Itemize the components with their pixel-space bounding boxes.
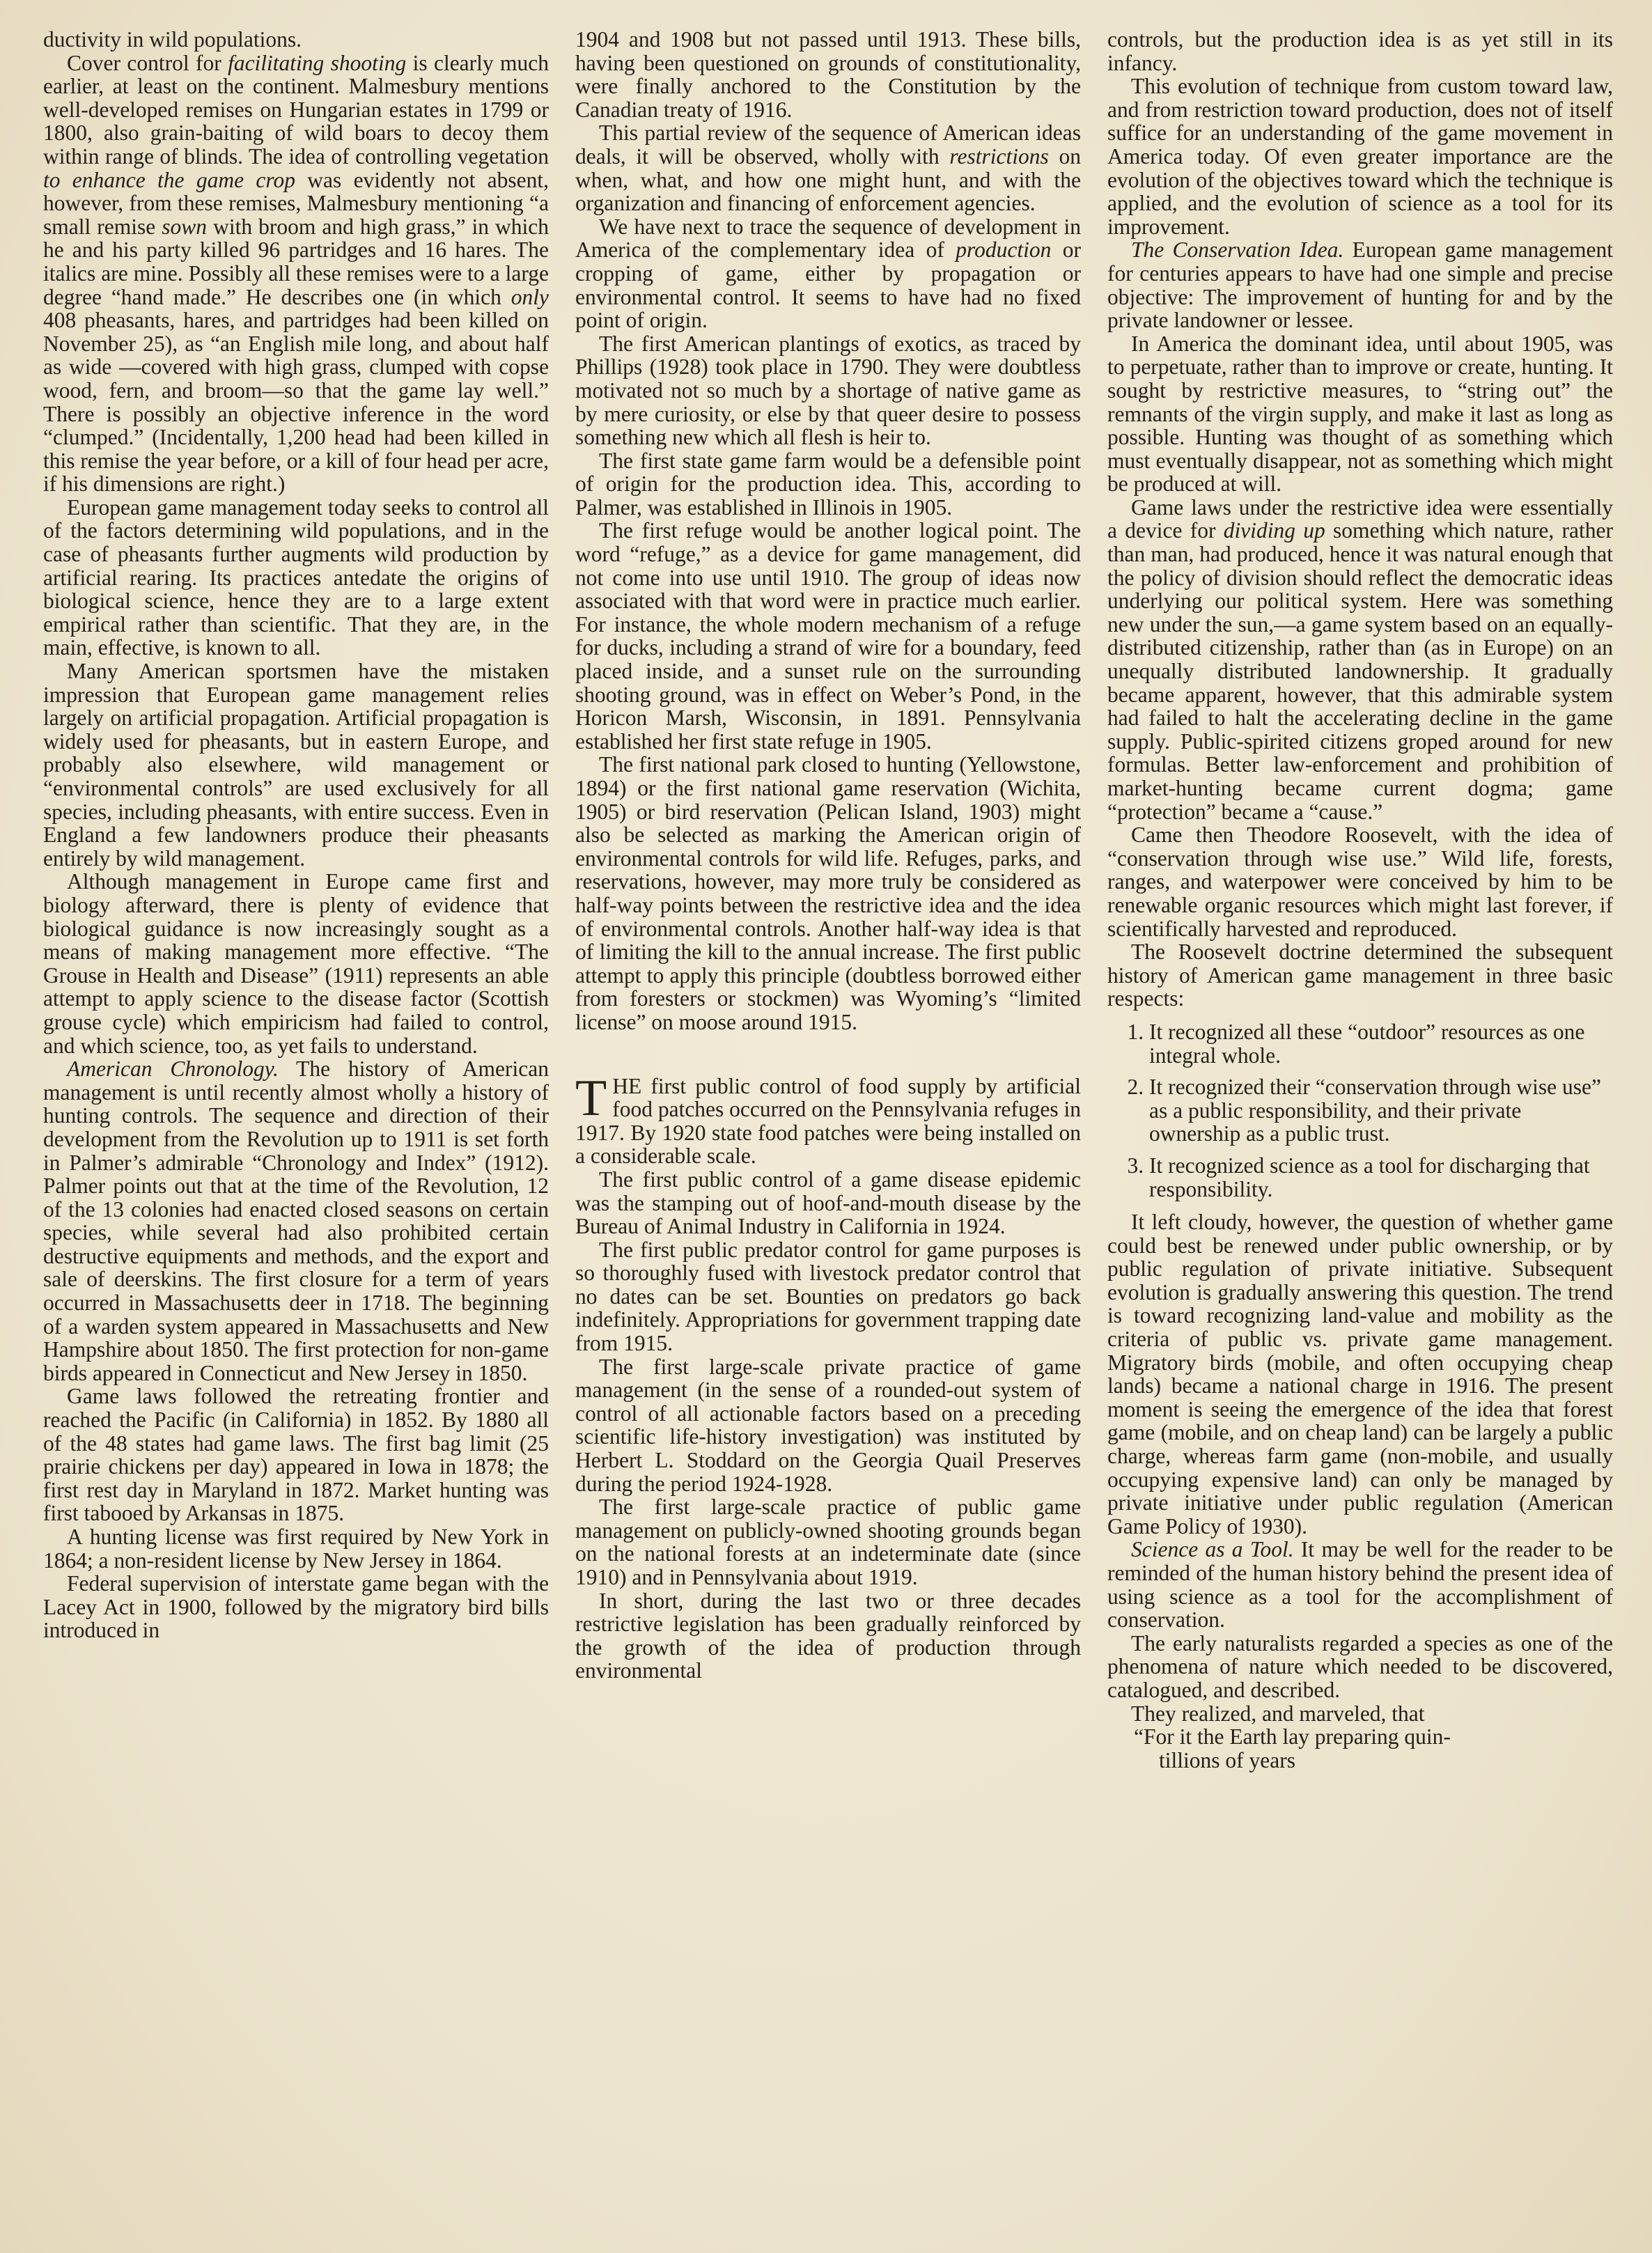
paragraph: The early naturalists regarded a species as one of the phenomena of nature which needed to be discovered, catalogued, and described. <box>1107 1630 1613 1702</box>
paragraph: ductivity in wild populations. <box>43 27 302 52</box>
paragraph: Game laws followed the retreating frontier and reached the Pacific (in California) in 1852. By 1880 all of the 48 states had game laws. The first bag limit (25 prairie chickens per day) appeared in Iowa in 1878; the first rest day in Maryland in 1872. Market hunting was first tabooed by Arkansas in 1875. <box>43 1384 549 1526</box>
paragraph: Many American sportsmen have the mistaken impression that European game management relies largely on artificial propagation. Artificial propagation is widely used for pheasants, but in eastern Europe, and probably also elsewhere, wild management or “environmental controls” are used exclusively for all species, including pheasants, with entire success. Even in England a few landowners produce their pheasants entirely by wild management. <box>43 659 549 871</box>
text-columns <box>43 28 1613 2232</box>
list-item: 2. It recognized their “conservation through wise use” as a public responsibility, and their private ownership as a public trust. <box>1149 1075 1613 1146</box>
paragraph: This partial review of the sequence of American ideas deals, it will be observed, wholly with restrictions on when, what, and how one might hunt, and with the organization and financing of enforcement agencies. <box>575 120 1081 216</box>
section-heading: American Chronology. <box>67 1057 279 1082</box>
paragraph: In America the dominant idea, until about 1905, was to perpetuate, rather than to improve or create, hunting. It sought by restrictive measures, to “string out” the remnants of the virgin supply, and make it last as long as possible. Hunting was thought of as something which must eventually disappear, not as something which might be produced at will. <box>1107 331 1613 497</box>
quote-line: tillions of years <box>1159 1747 1295 1772</box>
paragraph: Federal supervision of interstate game began with the Lacey Act in 1900, followed by the migratory bird bills introduced in <box>43 1571 549 1643</box>
paragraph: The first national park closed to hunting (Yellowstone, 1894) or the first national game reservation (Wichita, 1905) or bird reservation (Pelican Island, 1903) might also be selected as marking the American origin of environmental controls for wild life. Refuges, parks, and reservations, however, may more truly be considered as half-way points between the restrictive idea and the idea of environmental controls. Another half-way idea is that of limiting the kill to the annual increase. The first public attempt to apply this principle (doubtless borrowed either from foresters or stockmen) was Wyoming’s “limited license” on moose around 1915. <box>575 752 1081 1034</box>
paragraph: Cover control for facilitating shooting is clearly much earlier, at least on the continent. Malmesbury mentions well-developed remises on Hungarian estates in 1799 or 1800, also grain-baiting of wild boars to decoy them within range of blinds. The idea of controlling vegetation to enhance the game crop was evidently not absent, however, from these remises, Malmesbury mentioning “a small remise sown with broom and high grass,” in which he and his party killed 96 partridges and 16 hares. The italics are mine. Possibly all these remises were to a large degree “hand made.” He describes one (in which only 408 pheasants, hares, and partridges had been killed on November 25), as “an English mile long, and about half as wide —covered with high grass, clumped with copse wood, fern, and broom—so that the game lay well.” There is possibly an objective inference in the word “clumped.” (Incidentally, 1,200 head had been killed in this remise the year before, or a kill of four head per acre, if his dimensions are right.) <box>43 50 550 497</box>
quote-line: “For it the Earth lay preparing quin- <box>1134 1724 1451 1749</box>
paragraph: A hunting license was first required by New York in 1864; a non-resident license by New Jersey in 1864. <box>43 1525 549 1573</box>
paragraph: The first large-scale practice of public game management on publicly-owned shooting grounds began on the national forests at an indeterminate date (since 1910) and in Pennsylvania about 1919. <box>575 1495 1081 1589</box>
section-heading: Science as a Tool. <box>1131 1537 1294 1562</box>
section-heading: The Conservation Idea. <box>1131 237 1344 263</box>
column-1 <box>43 28 549 2232</box>
paragraph: Game laws under the restrictive idea were essentially a device for dividing up something which nature, rather than man, had produced, hence it was natural enough that the policy of division should reflect the democratic ideas underlying our political system. Here was something new under the sun,—a game system based on an equally-distributed citizenship, rather than (as in Europe) on an unequally distributed landownership. It gradually became apparent, however, that this admirable system had failed to halt the accelerating decline in the game supply. Public-spirited citizens groped around for new formulas. Better law-enforcement and prohibition of market-hunting became current dogma; game “protection” became a “cause.” <box>1107 494 1613 824</box>
paragraph: controls, but the production idea is as yet still in its infancy. <box>1107 27 1613 75</box>
paragraph: They realized, and marveled, that <box>1131 1701 1425 1726</box>
paragraph: The first public predator control for game purposes is so thoroughly fused with livestock predator control that no dates can be set. Bounties on predators go back indefinitely. Appropriations for government trapping date from 1915. <box>575 1237 1081 1356</box>
paragraph: This evolution of technique from custom toward law, and from restriction toward production, does not of itself suffice for an understanding of the game movement in America today. Of even greater importance are the evolution of the objectives toward which the technique is applied, and the evolution of science as a tool for its improvement. <box>1107 74 1613 239</box>
paragraph: The first large-scale private practice of game management (in the sense of a rounded-out system of control of all actionable factors based on a preceding scientific life-history investigation) was instituted by Herbert L. Stoddard on the Georgia Quail Preserves during the period 1924-1928. <box>575 1354 1081 1496</box>
list-item: 3. It recognized science as a tool for discharging that responsibility. <box>1149 1154 1613 1201</box>
paragraph: Although management in Europe came first and biology afterward, there is plenty of evidence that biological guidance is now increasingly sought as a means of making management more effective. “The Grouse in Health and Disease” (1911) represents an able attempt to apply science to the disease factor (Scottish grouse cycle) which empiricism had failed to control, and which science, too, as yet fails to understand. <box>43 869 549 1058</box>
paragraph: Came then Theodore Roosevelt, with the idea of “conservation through wise use.” Wild life, forests, ranges, and waterpower were conceived by him to be renewable organic resources which might last forever, if scientifically harvested and reproduced. <box>1107 823 1613 941</box>
paragraph: The first American plantings of exotics, as traced by Phillips (1928) took place in 1790. They were doubtless motivated not so much by a shortage of native game as by mere curiosity, or else by that queer desire to possess something new which all flesh is heir to. <box>575 331 1081 450</box>
paragraph: European game management today seeks to control all of the factors determining wild populations, and in the case of pheasants further augments wild production by artificial rearing. Its practices antedate the origins of biological science, hence they are to a large extent empirical rather than scientific. That they are, in the main, effective, is known to all. <box>43 494 549 660</box>
paragraph: 1904 and 1908 but not passed until 1913. These bills, having been questioned on grounds of constitutionality, were finally anchored to the Constitution by the Canadian treaty of 1916. <box>575 27 1081 122</box>
drop-cap: T <box>575 1069 607 1127</box>
section-paragraph-american-chronology: American Chronology. The history of American management is until recently almost wholly a history of hunting controls. The sequence and direction of their development from the Revolution up to 1911 is set forth in Palmer’s admirable “Chronology and Index” (1912). Palmer points out that at the time of the Revolution, 12 of the 13 colonies had enacted closed seasons on certain species, while several had also prohibited certain destructive equipments and methods, and the export and sale of deerskins. The first closure for a term of years occurred in Massachusetts deer in 1718. The beginning of a warden system appeared in Massachusetts and New Hampshire about 1850. The first protection for non-game birds appeared in Connecticut and New Jersey in 1850. <box>43 1057 549 1385</box>
section-paragraph-science-as-tool: Science as a Tool. It may be well for the reader to be reminded of the human history behind the present idea of using science as a tool for the accomplishment of conservation. <box>1107 1537 1613 1632</box>
column-3 <box>1107 28 1613 2232</box>
column-2 <box>575 28 1081 2232</box>
paragraph: The first public control of a game disease epidemic was the stamping out of hoof-and-mouth disease by the Bureau of Animal Industry in California in 1924. <box>575 1167 1081 1239</box>
paragraph-with-drop-cap: THE first public control of food supply by artificial food patches occurred on the Pennsylvania refuges in 1917. By 1920 state food patches were being installed on a considerable scale. <box>575 1069 1081 1169</box>
paragraph: The first refuge would be another logical point. The word “refuge,” as a device for game management, did not come into use until 1910. The group of ideas now associated with that word were in practice much earlier. For instance, the whole modern mechanism of a refuge for ducks, including a strand of wire for a boundary, feed placed inside, and a sunset rule on the surrounding shooting ground, was in effect on Weber’s Pond, in the Horicon Marsh, Wisconsin, in 1891. Pennsylvania established her first state refuge in 1905. <box>575 518 1081 754</box>
paragraph: The Roosevelt doctrine determined the subsequent history of American game management in three basic respects: <box>1107 940 1613 1011</box>
paragraph: In short, during the last two or three decades restrictive legislation has been gradually reinforced by the growth of the idea of production through environmental <box>575 1588 1081 1683</box>
list-item: 1. It recognized all these “outdoor” resources as one integral whole. <box>1149 1020 1613 1067</box>
paragraph: The first state game farm would be a defensible point of origin for the production idea. This, according to Palmer, was established in Illinois in 1905. <box>575 448 1081 520</box>
section-paragraph-conservation-idea: The Conservation Idea. European game management for centuries appears to have had one simple and precise objective: The improvement of hunting for and by the private landowner or lessee. <box>1107 237 1614 333</box>
paragraph: It left cloudy, however, the question of whether game could best be renewed under public ownership, or by public regulation of private initiative. Subsequent evolution is gradually answering this question. The trend is toward recognizing land-value and mobility as the criteria of public vs. private game management. Migratory birds (mobile, and often occupying cheap lands) became a national charge in 1916. The present moment is seeing the emergence of the idea that forest game (mobile, and on cheap land) can be largely a public charge, whereas farm game (non-mobile, and usually occupying expensive land) can only be managed by private initiative under public regulation (American Game Policy of 1930). <box>1107 1210 1613 1538</box>
roosevelt-doctrine-list <box>1107 1020 1613 1201</box>
paragraph: We have next to trace the sequence of development in America of the complementary idea of production or cropping of game, either by propagation or environmental control. It seems to have had no fixed point of origin. <box>575 214 1081 333</box>
